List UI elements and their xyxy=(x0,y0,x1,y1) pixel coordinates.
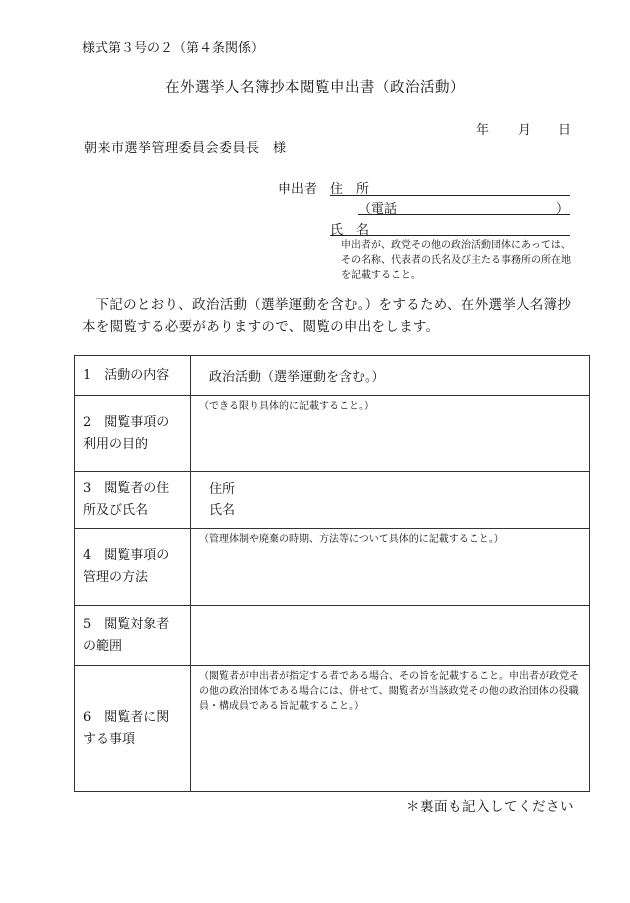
purpose-hint: （できる限り具体的に記載すること。） xyxy=(199,401,374,412)
applicant-label: 申出者 xyxy=(278,182,318,197)
table-row xyxy=(75,472,590,529)
table-row xyxy=(75,356,590,396)
viewer-details-input-cell[interactable] xyxy=(191,666,590,792)
name-label: 氏 名 xyxy=(330,223,370,238)
row-label-line1: 3 閲覧者の住 xyxy=(83,481,170,496)
date-year-label: 年 xyxy=(476,123,490,138)
activity-content-cell xyxy=(191,356,590,396)
activity-content-value: 政治活動（選挙運動を含む。） xyxy=(209,370,385,385)
date-month-label: 月 xyxy=(518,123,532,138)
table-row xyxy=(75,529,590,606)
row-label xyxy=(75,472,191,529)
name-underline xyxy=(330,235,570,236)
row-label xyxy=(75,396,191,472)
table-row xyxy=(75,606,590,666)
target-scope-input-cell[interactable] xyxy=(191,606,590,666)
address-underline xyxy=(330,195,570,196)
row-label-line1: 2 閲覧事項の xyxy=(83,414,170,430)
date-day-label: 日 xyxy=(558,123,572,138)
table-row xyxy=(75,396,590,472)
body-text: 下記のとおり、政治活動（選挙運動を含む。）をするため、在外選挙人名簿抄本を閲覧する必要がありますので、閲覧の申出をします。 xyxy=(82,297,572,335)
row-label-line2: する事項 xyxy=(83,731,136,747)
phone-close-label: ） xyxy=(556,202,570,217)
phone-open-label: （電話 xyxy=(358,202,398,217)
row-label-line1: 5 閲覧対象者 xyxy=(83,616,170,632)
viewer-address-label: 住所 xyxy=(209,482,236,497)
purpose-input-cell[interactable] xyxy=(191,396,590,472)
row-label-line2: の範囲 xyxy=(83,638,123,654)
row-label-line1: 4 閲覧事項の xyxy=(83,548,170,563)
application-table xyxy=(74,355,590,792)
address-label: 住 所 xyxy=(330,182,370,197)
phone-underline xyxy=(358,214,570,215)
row-label-line1: 6 閲覧者に関 xyxy=(83,709,170,725)
row-label xyxy=(75,529,191,606)
viewer-name-label: 氏名 xyxy=(209,503,236,518)
management-method-input-cell[interactable] xyxy=(191,529,590,606)
viewer-address-name-cell[interactable] xyxy=(191,472,590,529)
row-label-line2: 管理の方法 xyxy=(83,570,149,585)
form-title: 在外選挙人名簿抄本閲覧申出書（政治活動） xyxy=(165,80,465,96)
footer-note: ＊裏面も記入してください xyxy=(406,799,574,815)
applicant-note: 申出者が、政党その他の政治活動団体にあっては、その名称、代表者の氏名及び主たる事務所の所在地を記載すること。 xyxy=(341,240,571,281)
form-number: 様式第３号の２（第４条関係） xyxy=(82,41,265,56)
row-label xyxy=(75,666,191,792)
row-label xyxy=(75,606,191,666)
management-method-hint: （管理体制や廃棄の時期、方法等について具体的に記載すること。） xyxy=(199,534,504,545)
row-label-line1: 1 活動の内容 xyxy=(83,367,170,383)
row-label-line2: 所及び氏名 xyxy=(83,503,149,518)
addressee: 朝来市選挙管理委員会委員長 様 xyxy=(84,141,287,156)
row-label-line2: 利用の目的 xyxy=(83,436,149,452)
row-label xyxy=(75,356,191,396)
table-row xyxy=(75,666,590,792)
viewer-details-hint: （閲覧者が申出者が指定する者である場合、その旨を記載すること。申出者が政党その他の政治団体である場合には、併せて、閲覧者が当該政党その他の政治団体の役職員・構成員である旨記載すること。） xyxy=(199,671,579,712)
